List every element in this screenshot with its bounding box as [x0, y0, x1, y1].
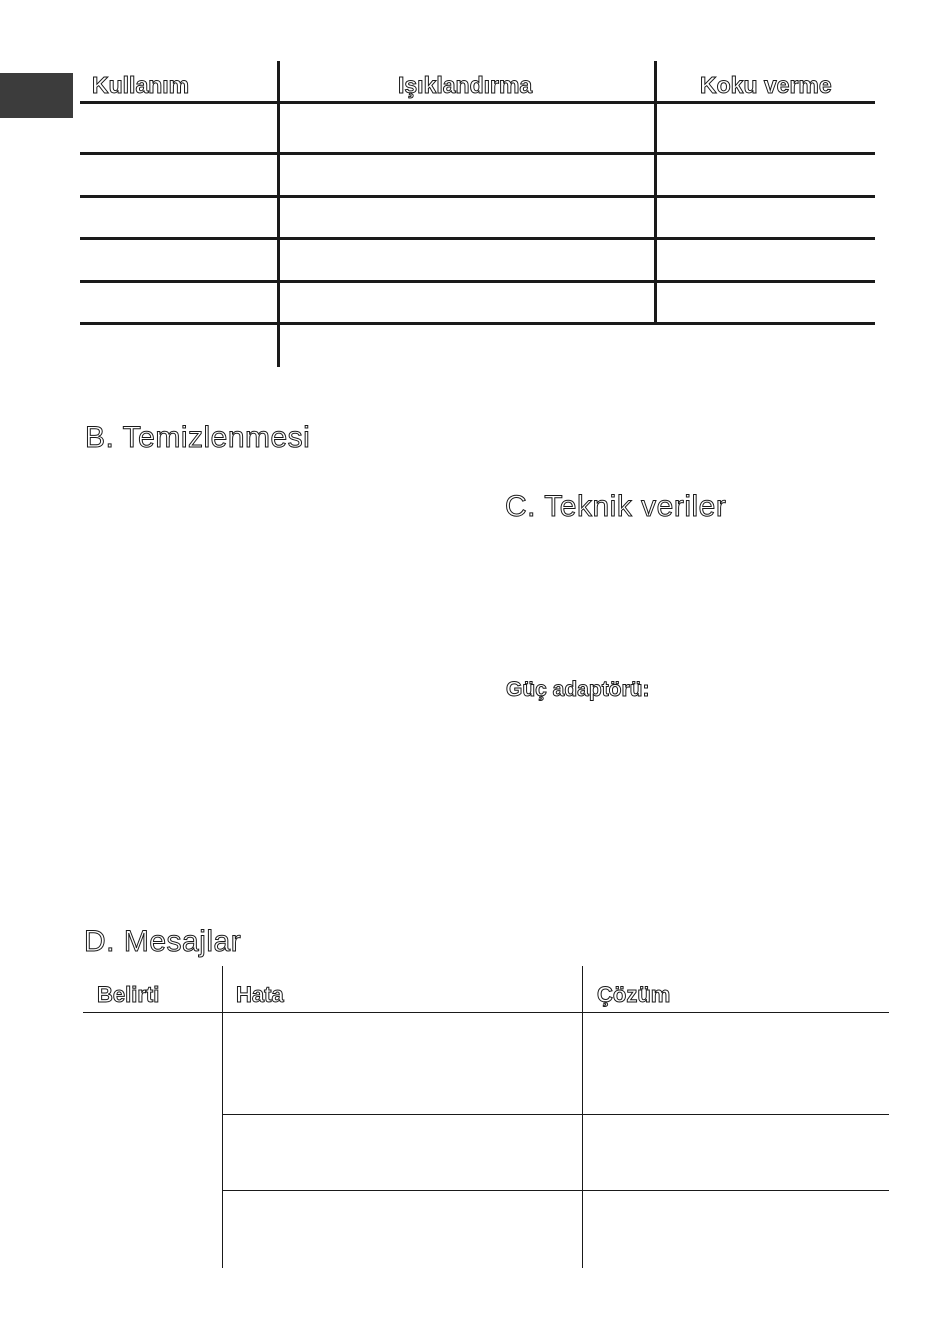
- usage-table-rule: [80, 152, 875, 155]
- section-tab-marker: [0, 73, 73, 118]
- usage-table-rule: [80, 195, 875, 198]
- header-error: Hata: [236, 982, 284, 1007]
- header-scent: Koku verme: [700, 72, 832, 98]
- heading-cleaning: B. Temizlenmesi: [85, 421, 311, 454]
- messages-table-rule: [83, 1012, 889, 1013]
- messages-table-rule: [222, 1114, 889, 1115]
- usage-table-rule: [80, 237, 875, 240]
- heading-technical-data: C. Teknik veriler: [505, 490, 727, 523]
- header-solution: Çözüm: [597, 982, 671, 1007]
- power-adapter-label: Güç adaptörü:: [506, 678, 650, 701]
- header-usage: Kullanım: [92, 72, 190, 98]
- messages-table-rule: [222, 1190, 889, 1191]
- usage-table-rule: [80, 322, 875, 325]
- usage-table-rule: [80, 101, 875, 104]
- header-symptom: Belirti: [97, 982, 160, 1007]
- usage-table-rule: [80, 280, 875, 283]
- heading-messages: D. Mesajlar: [84, 925, 242, 958]
- header-lighting: Işıklandırma: [398, 72, 533, 98]
